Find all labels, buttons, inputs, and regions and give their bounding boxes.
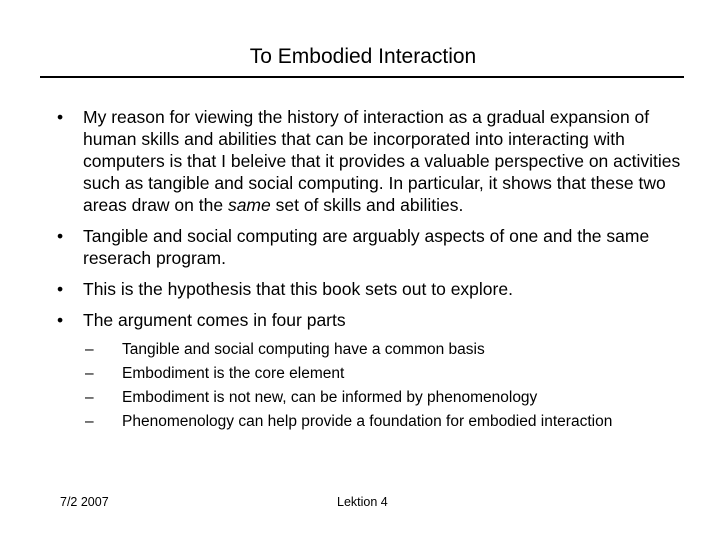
sub-bullet-item <box>85 340 642 360</box>
bullet-text <box>83 107 680 215</box>
sub-bullet-text: Tangible and social computing have a common basis <box>122 341 485 358</box>
sub-bullet-item <box>85 388 642 408</box>
slide-title: To Embodied Interaction <box>249 45 477 68</box>
bullet-marker: • <box>57 226 64 246</box>
bullet-text-emphasis: same <box>227 195 271 215</box>
title-divider <box>40 76 684 78</box>
sub-bullet-text: Embodiment is the core element <box>122 365 345 382</box>
sub-bullet-marker: – <box>85 389 94 406</box>
bullet-list <box>57 106 687 441</box>
sub-bullet-item <box>85 364 642 384</box>
footer-date: 7/2 2007 <box>60 495 109 509</box>
bullet-marker: • <box>57 107 64 127</box>
bullet-text-part: set of skills and abilities. <box>270 195 464 215</box>
bullet-text-part: My reason for viewing the history of interaction as a gradual expansion of human skills and abilities that can be incorporated into interacting with computers is that I beleive that it provides a valuable perspective on activities such as tangible and social computing. In particular, it shows that these two areas draw on the <box>83 107 681 215</box>
sub-bullet-marker: – <box>85 413 94 430</box>
bullet-item <box>57 278 687 300</box>
footer-lecture-label: Lektion 4 <box>337 495 388 509</box>
sub-bullet-text: Phenomenology can help provide a foundation for embodied interaction <box>122 413 613 430</box>
bullet-item <box>57 106 687 216</box>
sub-bullet-list <box>83 340 687 432</box>
bullet-text: Tangible and social computing are arguably aspects of one and the same reserach program. <box>83 226 650 268</box>
sub-bullet-marker: – <box>85 365 94 382</box>
sub-bullet-text: Embodiment is not new, can be informed by phenomenology <box>122 389 538 406</box>
bullet-text: The argument comes in four parts <box>83 310 346 330</box>
sub-bullet-item <box>85 412 642 432</box>
bullet-item <box>57 309 687 432</box>
bullet-marker: • <box>57 279 64 299</box>
bullet-text: This is the hypothesis that this book sets out to explore. <box>83 279 513 299</box>
sub-bullet-marker: – <box>85 341 94 358</box>
bullet-item <box>57 225 687 269</box>
bullet-marker: • <box>57 310 64 330</box>
